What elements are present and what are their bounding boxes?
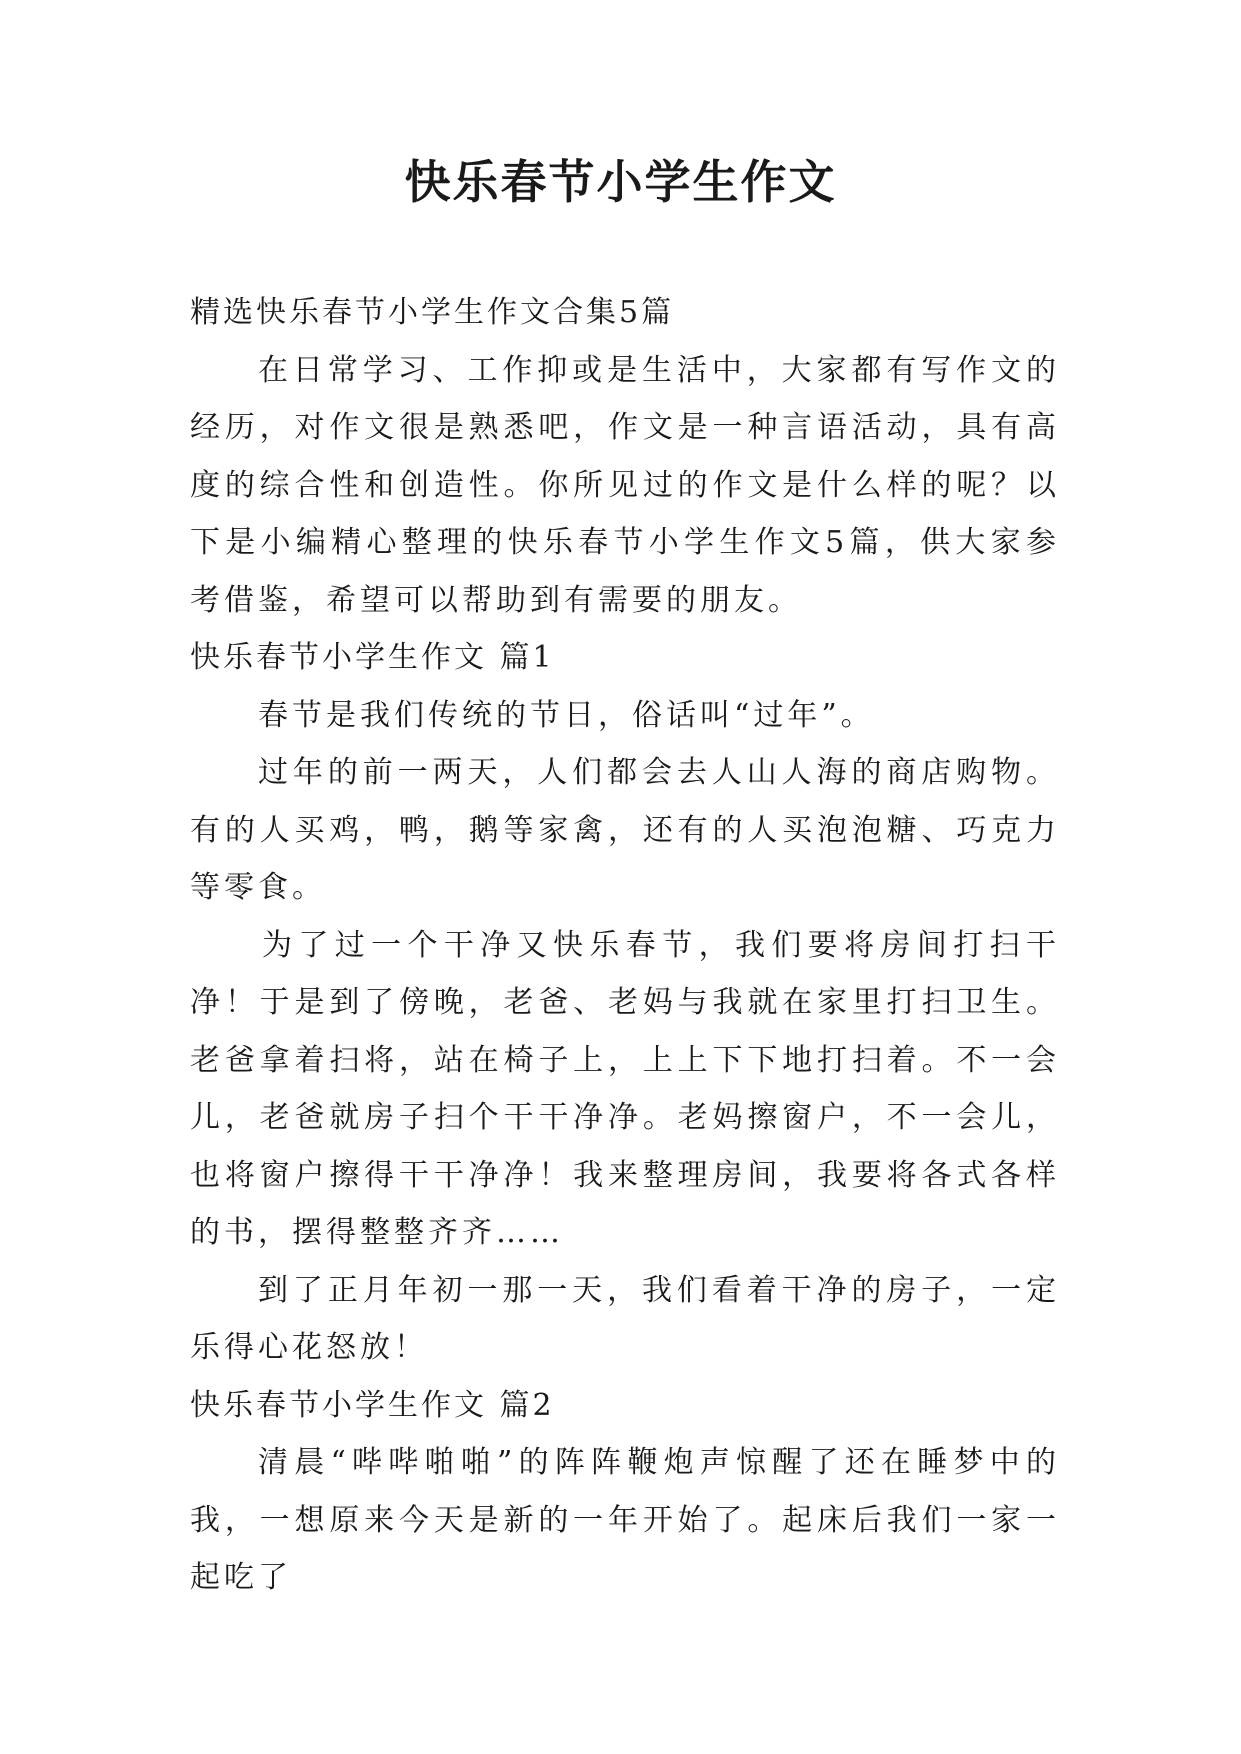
document-title: 快乐春节小学生作文 [404, 155, 837, 209]
section-1-paragraph: 过年的前一两天，人们都会去人山人海的商店购物。有的人买鸡，鸭，鹅等家禽，还有的人买泡泡糖、巧克力等零食。 [190, 755, 1060, 905]
section-2-paragraph: 清晨“哔哔啪啪”的阵阵鞭炮声惊醒了还在睡梦中的我，一想原来今天是新的一年开始了。起床后我们一家一起吃了 [190, 1445, 1060, 1595]
section-1-paragraph: 到了正月年初一那一天，我们看着干净的房子，一定乐得心花怒放！ [190, 1272, 1060, 1365]
intro-paragraph: 在日常学习、工作抑或是生活中，大家都有写作文的经历，对作文很是熟悉吧，作文是一种言语活动，具有高度的综合性和创造性。你所见过的作文是什么样的呢？以下是小编精心整理的快乐春节小学生作文5篇，供大家参考借鉴，希望可以帮助到有需要的朋友。 [190, 352, 1060, 618]
section-1-paragraph: 为了过一个干净又快乐春节，我们要将房间打扫干净！于是到了傍晚，老爸、老妈与我就在家里打扫卫生。老爸拿着扫将，站在椅子上，上上下下地打扫着。不一会儿，老爸就房子扫个干干净净。老妈擦窗户，不一会儿，也将窗户擦得干干净净！我来整理房间，我要将各式各样的书，摆得整整齐齐…… [190, 927, 1060, 1250]
document-body [190, 284, 1060, 1607]
section-heading-1: 快乐春节小学生作文 篇1 [190, 640, 555, 675]
section-heading-2: 快乐春节小学生作文 篇2 [190, 1387, 555, 1423]
section-1-paragraph: 春节是我们传统的节日，俗话叫“过年”。 [258, 697, 875, 733]
collection-subtitle: 精选快乐春节小学生作文合集5篇 [190, 295, 675, 330]
